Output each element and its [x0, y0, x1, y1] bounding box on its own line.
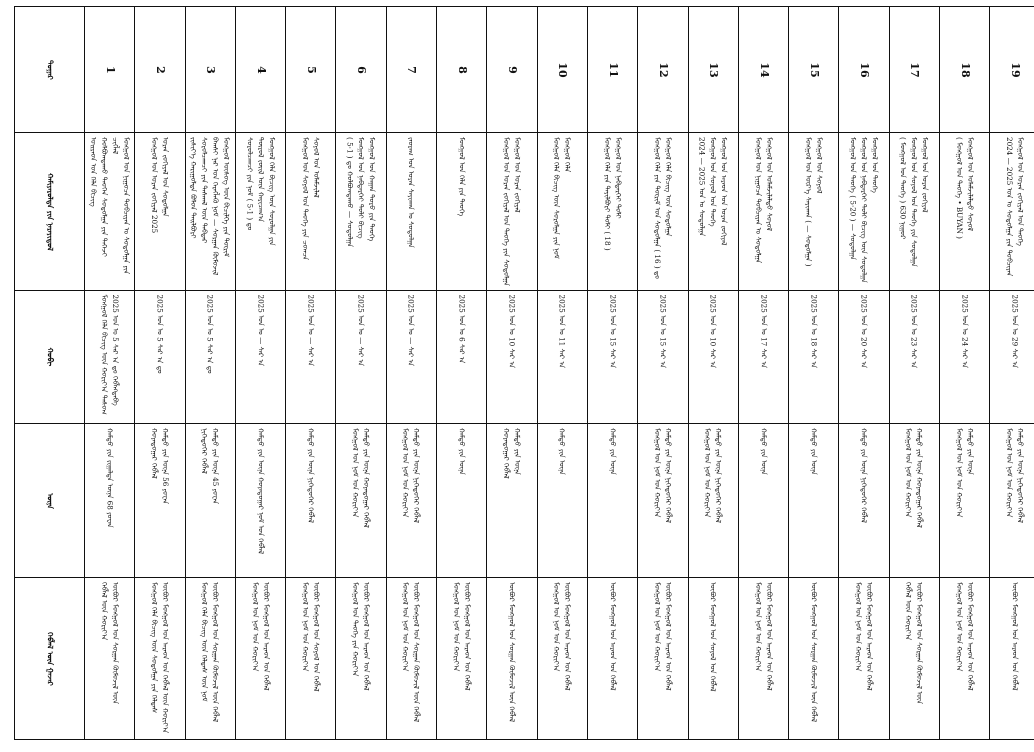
- record-number: 18: [958, 61, 972, 78]
- cell-text: ᠮᠣᠩᠭᠣᠯ ᠤᠨ ᠬᠡᠯᠡ ᠶᠢᠨ ᠲᠡᠦᠬᠡ: [457, 136, 467, 216]
- header-label: ᠬᠡᠪᠯᠡᠯ ᠦᠨ ᠭᠠᠵᠠᠷ: [45, 631, 54, 686]
- table-cell: [688, 424, 738, 578]
- table-cell: [437, 424, 487, 578]
- record-number: 9: [506, 65, 520, 74]
- cell-text: ᠤᠷᠠᠨ ᠵᠣᠬᠢᠶᠠᠯ ᠤᠨ ᠰᠤᠳᠤᠯᠭᠠ ᠮᠣᠩᠭᠣᠯ ᠤᠨ ᠤᠷᠠᠨ ᠵᠣᠬᠢᠶᠠᠯ 2025: [149, 136, 170, 233]
- table-cell: [638, 133, 688, 291]
- table-cell: [386, 424, 436, 578]
- table-cell: [738, 424, 788, 578]
- table-cell: [235, 424, 285, 578]
- table-cell: [386, 291, 436, 424]
- cell-text: 2025 ᠣᠨ ᠤ 18 ᠰᠠᠷ ᠠ: [809, 294, 819, 368]
- cell-text: ᠬᠠᠮᠲᠤ ᠶᠢᠨ ᠦᠨᠡ 45 ᠶᠤᠸᠠᠨ ᠨᠢᠭᠡᠳᠦᠭᠡᠷ ᠬᠡᠪᠯᠡᠯ: [200, 427, 221, 504]
- cell-text: 2025 ᠣᠨ ᠤ 23 ᠰᠠᠷ ᠠ: [909, 294, 919, 368]
- table-cell: [789, 133, 839, 291]
- table-cell: [286, 578, 336, 740]
- table-cell: [336, 424, 386, 578]
- cell-text: ᠮᠣᠩᠭᠣᠯ ᠤᠨ ᠨᠢᠭᠤᠴᠠ ᠲᠣᠪᠴᠢᠶᠠᠨ ᠤ ᠰᠤᠳᠤᠯᠭᠠ ᠶᠢᠨ ᠴᠢᠭᠯᠡᠯ ᠬᠣᠯᠪᠣᠭᠳᠠᠬᠤ ᠲᠡᠦᠬᠡᠨ ᠰᠤᠳᠤᠯᠭᠠ ᠶᠢᠨ ᠳᠡᠭᠡᠵᠢ ᠣᠢᠷᠠᠳ ᠤᠨ ᠬᠡᠯᠡ ᠪᠢᠴᠢᠭ: [88, 136, 131, 274]
- cell-text: ᠦᠪᠦᠷ ᠮᠣᠩᠭᠣᠯ ᠤᠨ ᠰᠣᠶᠣᠯ ᠤᠨ ᠬᠡᠪᠯᠡᠯ ᠮᠣᠩᠭᠣᠯ ᠤᠨ ᠨᠣᠮ ᠤᠨ ᠬᠣᠷᠢᠶ᠎ᠠ: [300, 581, 321, 692]
- table-cell: [738, 578, 788, 740]
- cell-text: ᠬᠠᠮᠲᠤ ᠶᠢᠨ ᠦᠨᠡ ᠬᠣᠶᠠᠳᠤᠭᠠᠷ ᠨᠣᠮ ᠤᠨ ᠬᠡᠪᠯᠡᠯ: [256, 427, 266, 554]
- table-cell: [688, 133, 738, 291]
- table-cell: [587, 7, 637, 133]
- table-cell: [487, 424, 537, 578]
- cell-text: ᠦᠪᠦᠷ ᠮᠣᠩᠭᠣᠯ ᠤᠨ ᠠᠷᠠᠳ ᠤᠨ ᠬᠡᠪᠯᠡᠯ ᠮᠣᠩᠭᠣᠯ ᠤᠨ ᠨᠣᠮ ᠤᠨ ᠬᠣᠷᠢᠶ᠎ᠠ: [854, 581, 875, 691]
- table-cell: [940, 7, 990, 133]
- table-cell: [940, 133, 990, 291]
- table-cell: [889, 578, 939, 740]
- table-cell: [789, 578, 839, 740]
- table-cell: [990, 133, 1034, 291]
- record-number: 19: [1008, 61, 1022, 78]
- table-cell: [487, 291, 537, 424]
- table-row-price: [15, 424, 1034, 578]
- table-cell: [286, 424, 336, 578]
- table-cell: [185, 7, 235, 133]
- cell-text: ᠮᠣᠩᠭᠣᠯ ᠬᠡᠯᠡ ᠪᠢᠴᠢᠭ ᠦᠨ ᠰᠤᠳᠤᠯᠭᠠ ᠮᠣᠩᠭᠣᠯ ᠬᠡᠯᠡ ᠶᠢᠨ ᠳᠦᠷᠢᠮ ᠤᠨ ᠰᠤᠳᠤᠯᠭᠠ ( 16 ) ᠳᠤ: [652, 136, 673, 279]
- cell-text: ᠦᠪᠦᠷ ᠮᠣᠩᠭᠣᠯ ᠤᠨ ᠠᠷᠠᠳ ᠤᠨ ᠬᠡᠪᠯᠡᠯ ᠮᠣᠩᠭᠣᠯ ᠤᠨ ᠨᠣᠮ ᠤᠨ ᠬᠣᠷᠢᠶ᠎ᠠ: [652, 581, 673, 691]
- table-cell: [487, 133, 537, 291]
- table-cell: [336, 7, 386, 133]
- table-cell: [437, 7, 487, 133]
- table-cell: [940, 578, 990, 740]
- table-cell: [738, 7, 788, 133]
- cell-text: ᠮᠣᠩᠭᠣᠯ ᠤᠨ ᠤᠷᠠᠨ ᠵᠣᠬᠢᠶᠠᠯ ᠮᠣᠩᠭᠣᠯ ᠤᠨ ᠤᠷᠠᠨ ᠵᠣᠬᠢᠶᠠᠯ ᠤᠨ ᠲᠡᠦᠬᠡ ᠶᠢᠨ ᠰᠤᠳᠤᠯᠭᠠ: [502, 136, 523, 286]
- cell-text: 2025 ᠣᠨ ᠤ — ᠰᠠᠷ ᠠ: [256, 294, 266, 367]
- cell-text: 2025 ᠣᠨ ᠤ 5 ᠰᠠᠷ ᠠ ᠳᠤ: [205, 294, 215, 374]
- record-number: 10: [556, 61, 570, 78]
- cell-text: ᠦᠪᠦᠷ ᠮᠣᠩᠭᠣᠯ ᠤᠨ ᠰᠤᠷᠭᠠᠨ ᠬᠦᠮᠦᠵᠢᠯ ᠦᠨ ᠬᠡᠪᠯᠡᠯ: [507, 581, 517, 722]
- cell-text: 2025 ᠣᠨ ᠤ — ᠰᠠᠷ ᠠ: [406, 294, 416, 367]
- table-row-publisher: [15, 578, 1034, 740]
- cell-text: 2025 ᠣᠨ ᠤ — ᠰᠠᠷ ᠠ: [356, 294, 366, 367]
- table-cell: [537, 7, 587, 133]
- cell-text: ᠮᠣᠩᠭᠣᠯ ᠬᠡᠯᠡ ᠮᠣᠩᠭᠣᠯ ᠬᠡᠯᠡ ᠪᠢᠴᠢᠭ ᠦᠨ ᠰᠤᠷᠤᠯᠭᠠ ᠶᠢᠨ ᠨᠣᠮ: [552, 136, 573, 259]
- cell-text: ᠮᠣᠩᠭᠣᠯ ᠤᠨ ᠲᠡᠦᠬᠡ ᠮᠣᠩᠭᠣᠯ ᠤᠨ ᠨᠡᠪᠲᠡᠷᠬᠡᠢ ᠲᠣᠯᠢ ᠪᠢᠴᠢᠭ ᠦᠨ ᠰᠤᠳᠤᠯᠭᠠ ᠮᠣᠩᠭᠣᠯ ᠤᠨ ᠲᠡᠦᠬᠡ ( 5·20 ) — ᠰᠤᠳᠤᠯᠭᠠ: [848, 136, 880, 283]
- record-number: 4: [254, 65, 268, 74]
- table-cell: [688, 291, 738, 424]
- table-cell: [839, 578, 889, 740]
- record-number: 2: [153, 65, 167, 74]
- table-cell: [789, 424, 839, 578]
- table-cell: [940, 291, 990, 424]
- cell-text: ᠮᠣᠩᠭᠣᠯ ᠬᠡᠯᠡ ᠪᠢᠴᠢᠭ ᠦᠨ ᠰᠤᠷᠤᠯᠭᠠ ᠶᠢᠨ ᠲᠦᠷᠦᠯ ᠵᠦᠢᠯ ᠦᠨ ᠬᠠᠷᠢᠴᠠᠭ᠎ᠠ ᠰᠤᠷᠤᠯᠴᠠᠭᠴᠢ ᠶᠢᠨ ᠨᠣᠮ ( 5·1 ) ᠳᠤ: [245, 136, 277, 246]
- cell-text: ᠵᠤ᠋ᠷᠠᠭ ᠤᠨ ᠤᠷᠠᠨ ᠰᠠᠶᠢᠬᠠᠨ ᠤ ᠰᠤᠳᠤᠯᠭᠠ: [406, 136, 416, 248]
- cell-text: 2025 ᠣᠨ ᠤ 24 ᠰᠠᠷ ᠠ: [960, 294, 970, 368]
- table-cell: [336, 578, 386, 740]
- table-cell: [85, 291, 135, 424]
- cell-text: ᠬᠠᠮᠲᠤ ᠶᠢᠨ ᠦᠨᠡ: [457, 427, 467, 475]
- cell-text: ᠮᠣᠩᠭᠣᠯ ᠤᠨ ᠰᠣᠶᠣᠯ ᠮᠣᠩᠭᠣᠯ ᠤᠨ ᠦᠷ᠎ᠡ ᠰᠠᠶᠢᠬᠠᠨ ( — ᠰᠤᠳᠤᠯᠭᠠ ): [803, 136, 824, 267]
- record-number: 16: [858, 61, 872, 78]
- table-cell: [537, 291, 587, 424]
- cell-text: ᠦᠪᠦᠷ ᠮᠣᠩᠭᠣᠯ ᠤᠨ ᠰᠣᠶᠣᠯ ᠤᠨ ᠬᠡᠪᠯᠡᠯ: [708, 581, 718, 692]
- cell-text: ᠬᠠᠮᠲᠤ ᠶᠢᠨ ᠦᠨᠡ ᠨᠢᠭᠡᠳᠦᠭᠡᠷ ᠬᠡᠪᠯᠡᠯ ᠮᠣᠩᠭᠣᠯ ᠤᠨ ᠨᠣᠮ ᠤᠨ ᠬᠣᠷᠢᠶ᠎ᠠ: [703, 427, 724, 523]
- table-cell: [688, 578, 738, 740]
- table-cell: [135, 424, 185, 578]
- record-number: 14: [757, 61, 771, 78]
- cell-text: ᠦᠪᠦᠷ ᠮᠣᠩᠭᠣᠯ ᠤᠨ ᠠᠷᠠᠳ ᠤᠨ ᠬᠡᠪᠯᠡᠯ ᠮᠣᠩᠭᠣᠯ ᠤᠨ ᠨᠣᠮ ᠤᠨ ᠬᠣᠷᠢᠶ᠎ᠠ: [753, 581, 774, 691]
- table-row-copy-info: [15, 291, 1034, 424]
- table-cell: [286, 133, 336, 291]
- cell-text: ᠬᠠᠮᠲᠤ ᠶᠢᠨ ᠦᠨᠡ ᠨᠢᠭᠡᠳᠦᠭᠡᠷ ᠬᠡᠪᠯᠡᠯ: [306, 427, 316, 523]
- cell-text: ᠦᠪᠦᠷ ᠮᠣᠩᠭᠣᠯ ᠤᠨ ᠠᠷᠠᠳ ᠤᠨ ᠬᠡᠪᠯᠡᠯ ᠦᠨ ᠬᠣᠷᠢᠶ᠎ᠠ ᠮᠣᠩᠭᠣᠯ ᠬᠡᠯᠡ ᠪᠢᠴᠢᠭ ᠦᠨ ᠰᠤᠳᠤᠯᠭᠠ ᠶᠢᠨ ᠬᠡᠯᠲᠡᠰ: [149, 581, 170, 733]
- cell-text: ᠦᠪᠦᠷ ᠮᠣᠩᠭᠣᠯ ᠤᠨ ᠠᠷᠠᠳ ᠤᠨ ᠬᠡᠪᠯᠡᠯ ᠮᠣᠩᠭᠣᠯ ᠤᠨ ᠨᠣᠮ ᠤᠨ ᠬᠣᠷᠢᠶ᠎ᠠ: [552, 581, 573, 691]
- table-cell: [889, 291, 939, 424]
- table-cell: [940, 424, 990, 578]
- cell-text: ᠦᠪᠦᠷ ᠮᠣᠩᠭᠣᠯ ᠤᠨ ᠠᠷᠠᠳ ᠤᠨ ᠬᠡᠪᠯᠡᠯ ᠮᠣᠩᠭᠣᠯ ᠤᠨ ᠨᠣᠮ ᠤᠨ ᠬᠣᠷᠢᠶ᠎ᠠ: [954, 581, 975, 691]
- cell-text: ᠬᠠᠮᠲᠤ ᠶᠢᠨ ᠵᠢᠭᠠᠯᠲᠠ ᠦᠨᠡ 68 ᠶᠤᠸᠠᠨ: [105, 427, 115, 528]
- table-cell: [185, 291, 235, 424]
- table-cell: [839, 424, 889, 578]
- cell-text: ᠦᠪᠦᠷ ᠮᠣᠩᠭᠣᠯ ᠤᠨ ᠰᠤᠷᠭᠠᠨ ᠬᠦᠮᠦᠵᠢᠯ ᠦᠨ ᠬᠡᠪᠯᠡᠯ ᠦᠨ ᠬᠣᠷᠢᠶ᠎ᠠ: [904, 581, 925, 704]
- table-cell: [135, 133, 185, 291]
- header-label: ᠬᠠᠮᠢᠶᠠᠷᠤᠯᠳᠠ ᠶᠢᠨ ᠨᠡᠷᠡᠶᠢᠳᠦᠯ: [45, 172, 54, 251]
- table-cell: [437, 133, 487, 291]
- table-cell: [487, 7, 537, 133]
- table-cell: [386, 7, 436, 133]
- table-cell: [185, 424, 235, 578]
- header-cell-copy-info: [15, 291, 85, 424]
- table-cell: [85, 7, 135, 133]
- table-cell: [638, 291, 688, 424]
- table-cell: [587, 133, 637, 291]
- table-cell: [235, 7, 285, 133]
- cell-text: ᠬᠠᠮᠲᠤ ᠶᠢᠨ ᠦᠨᠡ ᠬᠣᠶᠠᠳᠤᠭᠠᠷ ᠬᠡᠪᠯᠡᠯ ᠮᠣᠩᠭᠣᠯ ᠤᠨ ᠨᠣᠮ ᠤᠨ ᠬᠣᠷᠢᠶ᠎ᠠ: [904, 427, 925, 528]
- cell-text: 2025 ᠣᠨ ᠤ 6 ᠰᠠᠷ ᠠ: [457, 294, 467, 364]
- cell-text: ᠬᠠᠮᠲᠤ ᠶᠢᠨ ᠦᠨᠡ ᠮᠣᠩᠭᠣᠯ ᠤᠨ ᠨᠣᠮ ᠤᠨ ᠬᠣᠷᠢᠶ᠎ᠠ: [954, 427, 975, 517]
- record-number: 17: [908, 61, 922, 78]
- cell-text: ᠬᠠᠮᠲᠤ ᠶᠢᠨ ᠦᠨᠡ: [759, 427, 768, 475]
- cell-text: ᠦᠪᠦᠷ ᠮᠣᠩᠭᠣᠯ ᠤᠨ ᠠᠷᠠᠳ ᠤᠨ ᠬᠡᠪᠯᠡᠯ ᠮᠣᠩᠭᠣᠯ ᠤᠨ ᠨᠣᠮ ᠤᠨ ᠬᠣᠷᠢᠶ᠎ᠠ: [451, 581, 472, 691]
- cell-text: ᠦᠪᠦᠷ ᠮᠣᠩᠭᠣᠯ ᠤᠨ ᠰᠤᠷᠭᠠᠨ ᠬᠦᠮᠦᠵᠢᠯ ᠦᠨ ᠬᠡᠪᠯᠡᠯ: [809, 581, 819, 722]
- table-cell: [839, 7, 889, 133]
- table-cell: [437, 578, 487, 740]
- table-cell: [789, 291, 839, 424]
- cell-text: ᠬᠠᠮᠲᠤ ᠶᠢᠨ ᠦᠨᠡ ᠨᠢᠭᠡᠳᠦᠭᠡᠷ ᠬᠡᠪᠯᠡᠯ ᠮᠣᠩᠭᠣᠯ ᠤᠨ ᠨᠣᠮ ᠤᠨ ᠬᠣᠷᠢᠶ᠎ᠠ: [1004, 427, 1025, 523]
- table-row-number: [15, 7, 1034, 133]
- table-cell: [638, 7, 688, 133]
- table-cell: [587, 424, 637, 578]
- table-cell: [587, 578, 637, 740]
- table-cell: [738, 291, 788, 424]
- header-cell-price: [15, 424, 85, 578]
- cell-text: 2025 ᠣᠨ ᠤ — ᠰᠠᠷ ᠠ: [306, 294, 316, 367]
- cell-text: ᠦᠪᠦᠷ ᠮᠣᠩᠭᠣᠯ ᠤᠨ ᠰᠤᠷᠭᠠᠨ ᠬᠦᠮᠦᠵᠢᠯ ᠦᠨ ᠬᠡᠪᠯᠡᠯ ᠮᠣᠩᠭᠣᠯ ᠬᠡᠯᠡ ᠪᠢᠴᠢᠭ ᠦᠨ ᠬᠡᠯᠲᠡᠰ ᠦᠨ ᠨᠣᠮ: [200, 581, 221, 722]
- cell-text: ᠮᠣᠩᠭᠣᠯ ᠤᠨ ᠨᠡᠪᠲᠡᠷᠬᠡᠢ ᠲᠣᠯᠢ ᠮᠣᠩᠭᠣᠯ ᠬᠡᠯᠡ ᠶᠢᠨ ᠲᠠᠶᠢᠯᠪᠤᠷᠢ ᠲᠣᠯᠢ ( 18 ): [602, 136, 623, 251]
- cell-text: ᠦᠪᠦᠷ ᠮᠣᠩᠭᠣᠯ ᠤᠨ ᠰᠤᠷᠭᠠᠨ ᠬᠦᠮᠦᠵᠢᠯ ᠦᠨ ᠬᠡᠪᠯᠡᠯ ᠮᠣᠩᠭᠣᠯ ᠤᠨ ᠨᠣᠮ ᠤᠨ ᠬᠣᠷᠢᠶ᠎ᠠ: [401, 581, 422, 722]
- cell-text: 2025 ᠣᠨ ᠤ 5 ᠰᠠᠷ ᠠ ᠳᠤ: [155, 294, 165, 374]
- cell-text: ᠦᠪᠦᠷ ᠮᠣᠩᠭᠣᠯ ᠤᠨ ᠠᠷᠠᠳ ᠤᠨ ᠬᠡᠪᠯᠡᠯ: [608, 581, 618, 691]
- table-cell: [537, 133, 587, 291]
- header-label: ᠦᠨᠡ: [45, 492, 54, 509]
- header-cell-publisher: [15, 578, 85, 740]
- header-label: ᠳᠤᠭᠠᠷ: [45, 59, 54, 80]
- cell-text: 2025 ᠣᠨ ᠤ 10 ᠰᠠᠷ ᠠ: [708, 294, 718, 368]
- cell-text: ᠮᠣᠩᠭᠣᠯ ᠤᠨ ᠤᠯᠠᠮᠵᠢᠯᠠᠯᠳᠤ ᠰᠣᠶᠣᠯ ( ᠮᠣᠩᠭᠣᠯ ᠤᠨ ᠲᠡᠦᠬᠡ • BUYAN ): [954, 136, 975, 239]
- table-cell: [286, 7, 336, 133]
- table-cell: [286, 291, 336, 424]
- header-cell-number: [15, 7, 85, 133]
- cell-text: ᠦᠪᠦᠷ ᠮᠣᠩᠭᠣᠯ ᠤᠨ ᠰᠤᠷᠭᠠᠨ ᠬᠦᠮᠦᠵᠢᠯ ᠦᠨ ᠬᠡᠪᠯᠡᠯ ᠦᠨ ᠬᠣᠷᠢᠶ᠎ᠠ: [99, 581, 120, 704]
- cell-text: ᠬᠠᠮᠲᠤ ᠶᠢᠨ ᠦᠨᠡ: [608, 427, 618, 475]
- cell-text: ᠮᠣᠩᠭᠣᠯ ᠤᠨ ᠬᠠᠭᠠᠨ ᠲᠣᠷᠣ ᠶᠢᠨ ᠲᠡᠦᠬᠡ ᠮᠣᠩᠭᠣᠯ ᠤᠨ ᠨᠡᠪᠲᠡᠷᠬᠡᠢ ᠲᠣᠯᠢ ᠪᠢᠴᠢᠭ ( 5·1 ) ᠳᠤ ᠬᠣᠯᠪᠣᠭᠳᠠᠬᠤ — ᠰᠤᠳᠤᠯᠭᠠ: [345, 136, 377, 247]
- cell-text: ᠮᠣᠩᠭᠣᠯ ᠤᠨ ᠠᠷᠠᠳ ᠤᠨ ᠤᠷᠠᠨ ᠵᠣᠬᠢᠶᠠᠯ ᠮᠣᠩᠭᠣᠯ ᠤᠨ ᠰᠣᠶᠣᠯ ᠤᠨ ᠲᠡᠦᠬᠡ 2024 — 2025 ᠣᠨ ᠤ ᠰᠤᠳᠤᠯᠭᠠ: [697, 136, 729, 245]
- table-cell: [537, 578, 587, 740]
- table-cell: [688, 7, 738, 133]
- table-cell: [839, 133, 889, 291]
- table-cell: [336, 133, 386, 291]
- cell-text: 2025 ᠣᠨ ᠤ 29 ᠰᠠᠷ ᠠ: [1010, 294, 1020, 368]
- table-cell: [839, 291, 889, 424]
- record-number: 1: [103, 65, 117, 74]
- cell-text: ᠦᠪᠦᠷ ᠮᠣᠩᠭᠣᠯ ᠤᠨ ᠠᠷᠠᠳ ᠤᠨ ᠬᠡᠪᠯᠡᠯ ᠮᠣᠩᠭᠣᠯ ᠤᠨ ᠲᠡᠦᠬᠡ ᠶᠢᠨ ᠬᠣᠷᠢᠶ᠎ᠠ: [351, 581, 372, 691]
- table-cell: [990, 291, 1034, 424]
- table-cell: [235, 133, 285, 291]
- record-number: 5: [304, 65, 318, 74]
- table-cell: [437, 291, 487, 424]
- cell-text: 2025 ᠣᠨ ᠤ 10 ᠰᠠᠷ ᠠ: [507, 294, 517, 368]
- cell-text: 2025 ᠣᠨ ᠤ 15 ᠰᠠᠷ ᠠ: [658, 294, 668, 368]
- cell-text: 2025 ᠣᠨ ᠤ 5 ᠰᠠᠷ ᠠ ᠳᠤ ᠬᠡᠪᠯᠡᠭᠳᠡᠪᠡ ᠮᠣᠩᠭᠣᠯ ᠬᠡᠯᠡ ᠪᠢᠴᠢᠭ ᠦᠨ ᠬᠣᠷᠢᠶ᠎ᠠ ᠲᠠᠰᠤᠭ: [99, 294, 120, 415]
- table-cell: [85, 578, 135, 740]
- cell-text: ᠬᠠᠮᠲᠤ ᠶᠢᠨ ᠦᠨᠡ ᠨᠢᠭᠡᠳᠦᠭᠡᠷ ᠬᠡᠪᠯᠡᠯ ᠮᠣᠩᠭᠣᠯ ᠤᠨ ᠨᠣᠮ ᠤᠨ ᠬᠣᠷᠢᠶ᠎ᠠ: [401, 427, 422, 523]
- table-cell: [990, 578, 1034, 740]
- record-number: 7: [405, 65, 419, 74]
- record-number: 13: [707, 61, 721, 78]
- header-label: ᠬᠤᠪᠢ: [45, 347, 54, 367]
- cell-text: ᠮᠣᠩᠭᠣᠯ ᠤᠨ ᠤᠯᠠᠮᠵᠢᠯᠠᠯᠳᠤ ᠰᠣᠶᠣᠯ ᠮᠣᠩᠭᠣᠯ ᠤᠨ ᠨᠢᠭᠤᠴᠠ ᠲᠣᠪᠴᠢᠶᠠᠨ ᠤ ᠰᠤᠳᠤᠯᠭᠠ: [753, 136, 774, 263]
- cell-text: ᠬᠠᠮᠲᠤ ᠶᠢᠨ ᠦᠨᠡ ᠨᠢᠭᠡᠳᠦᠭᠡᠷ ᠬᠡᠪᠯᠡᠯ: [859, 427, 869, 523]
- cell-text: ᠬᠠᠮᠲᠤ ᠶᠢᠨ ᠦᠨᠡ ᠨᠢᠭᠡᠳᠦᠭᠡᠷ ᠬᠡᠪᠯᠡᠯ ᠮᠣᠩᠭᠣᠯ ᠤᠨ ᠨᠣᠮ ᠤᠨ ᠬᠣᠷᠢᠶ᠎ᠠ: [652, 427, 673, 523]
- cell-text: ᠦᠪᠦᠷ ᠮᠣᠩᠭᠣᠯ ᠤᠨ ᠠᠷᠠᠳ ᠤᠨ ᠬᠡᠪᠯᠡᠯ ᠮᠣᠩᠭᠣᠯ ᠤᠨ ᠨᠣᠮ ᠤᠨ ᠬᠣᠷᠢᠶ᠎ᠠ: [250, 581, 271, 691]
- cell-text: 2025 ᠣᠨ ᠤ 11 ᠰᠠᠷ ᠠ: [557, 294, 567, 368]
- cell-text: 2025 ᠣᠨ ᠤ 15 ᠰᠠᠷ ᠠ: [608, 294, 618, 368]
- table-cell: [85, 133, 135, 291]
- table-cell: [386, 133, 436, 291]
- table-cell: [889, 424, 939, 578]
- book-list-table: [14, 6, 1034, 740]
- table-cell: [990, 7, 1034, 133]
- record-number: 11: [606, 61, 620, 78]
- table-cell: [336, 291, 386, 424]
- table-cell: [738, 133, 788, 291]
- record-number: 8: [455, 65, 469, 74]
- table-cell: [487, 578, 537, 740]
- cell-text: ᠬᠠᠮᠲᠤ ᠶᠢᠨ ᠦᠨᠡ 56 ᠶᠤᠸᠠᠨ ᠬᠣᠶᠠᠳᠤᠭᠠᠷ ᠬᠡᠪᠯᠡᠯ: [149, 427, 170, 504]
- table-cell: [235, 291, 285, 424]
- cell-text: 2025 ᠣᠨ ᠤ 20 ᠰᠠᠷ ᠠ: [859, 294, 869, 368]
- header-cell-title: [15, 133, 85, 291]
- cell-text: ᠦᠪᠦᠷ ᠮᠣᠩᠭᠣᠯ ᠤᠨ ᠠᠷᠠᠳ ᠤᠨ ᠬᠡᠪᠯᠡᠯ: [1010, 581, 1020, 691]
- table-cell: [889, 7, 939, 133]
- table-row-title: [15, 133, 1034, 291]
- record-number: 12: [656, 61, 670, 78]
- table-cell: [235, 578, 285, 740]
- record-number: 6: [355, 65, 369, 74]
- table-cell: [789, 7, 839, 133]
- table-cell: [135, 291, 185, 424]
- table-cell: [587, 291, 637, 424]
- table-cell: [185, 578, 235, 740]
- record-number: 3: [204, 65, 218, 74]
- table-cell: [990, 424, 1034, 578]
- cell-text: ᠮᠣᠩᠭᠣᠯ ᠤᠨ ᠤᠷᠠᠨ ᠵᠣᠬᠢᠶᠠᠯ ᠮᠣᠩᠭᠣᠯ ᠤᠨ ᠰᠣᠶᠣᠯ ᠤᠨ ᠲᠡᠦᠬᠡ ᠶᠢᠨ ᠰᠤᠳᠤᠯᠭᠠ ( ᠮᠣᠩᠭᠣᠯ ᠤᠨ ᠲᠡᠦᠬᠡ ) 630 ᠨᠢᠭᠤᠷ: [898, 136, 930, 267]
- table-cell: [638, 578, 688, 740]
- table-cell: [386, 578, 436, 740]
- table-cell: [537, 424, 587, 578]
- cell-text: 2025 ᠣᠨ ᠤ 17 ᠰᠠᠷ ᠠ: [759, 294, 768, 368]
- record-number: 15: [807, 61, 821, 78]
- table-cell: [85, 424, 135, 578]
- table-cell: [638, 424, 688, 578]
- table-cell: [185, 133, 235, 291]
- table-cell: [135, 7, 185, 133]
- cell-text: ᠬᠠᠮᠲᠤ ᠶᠢᠨ ᠦᠨᠡ: [557, 427, 567, 475]
- cell-text: ᠮᠣᠩᠭᠣᠯ ᠦᠰᠦᠭ ᠦᠨ ᠪᠢᠴᠢᠯᠭᠡ ᠶᠢᠨ ᠳᠦᠷᠢᠮ ᠪᠠᠭᠰᠢ ᠨᠠᠷ ᠤᠨ ᠬᠡᠷᠡᠭᠯᠡᠬᠦ ᠨᠣᠮ — ᠰᠤᠷᠭᠠᠨ ᠬᠦᠮᠦᠵᠢᠯ ᠰᠤᠷᠤᠯᠴᠠᠭᠴᠢ ᠶᠢᠨ ᠳᠠᠰᠬᠠᠯ ᠦᠨ ᠲᠡᠪᠲᠡᠷ ᠵᠢᠱᠢᠶ᠎ᠡ ᠬᠠᠷᠢᠭᠤᠯᠲᠠ ᠪᠣᠯᠣᠨ ᠲᠠᠢᠯᠪᠤᠷᠢ: [189, 136, 232, 275]
- cell-text: ᠬᠠᠮᠲᠤ ᠶᠢᠨ ᠦᠨᠡ ᠬᠣᠶᠠᠳᠤᠭᠠᠷ ᠬᠡᠪᠯᠡᠯ ᠮᠣᠩᠭᠣᠯ ᠤᠨ ᠨᠣᠮ ᠤᠨ ᠬᠣᠷᠢᠶ᠎ᠠ: [351, 427, 372, 528]
- cell-text: ᠬᠠᠮᠲᠤ ᠶᠢᠨ ᠦᠨᠡ: [809, 427, 819, 475]
- cell-text: ᠮᠣᠩᠭᠣᠯ ᠤᠨ ᠤᠷᠠᠨ ᠵᠣᠬᠢᠶᠠᠯ ᠤᠨ ᠲᠡᠦᠬᠡ 2024 — 2025 ᠣᠨ ᠤ ᠰᠤᠳᠤᠯᠭᠠ ᠶᠢᠨ ᠲᠣᠪᠴᠢᠶᠠᠨ: [1004, 136, 1025, 276]
- table-cell: [889, 133, 939, 291]
- cell-text: ᠬᠠᠮᠲᠤ ᠶᠢᠨ ᠦᠨᠡ ᠬᠣᠶᠠᠳᠤᠭᠠᠷ ᠬᠡᠪᠯᠡᠯ: [502, 427, 523, 479]
- table-cell: [135, 578, 185, 740]
- cell-text: ᠰᠣᠶᠣᠯ ᠤᠨ ᠤᠯᠠᠮᠵᠢᠯᠠᠯ ᠮᠣᠩᠭᠣᠯ ᠤᠨ ᠰᠣᠶᠣᠯ ᠤᠨ ᠲᠡᠦᠬᠡ ᠶᠢᠨ ᠴᠣᠭᠴᠠ: [300, 136, 321, 260]
